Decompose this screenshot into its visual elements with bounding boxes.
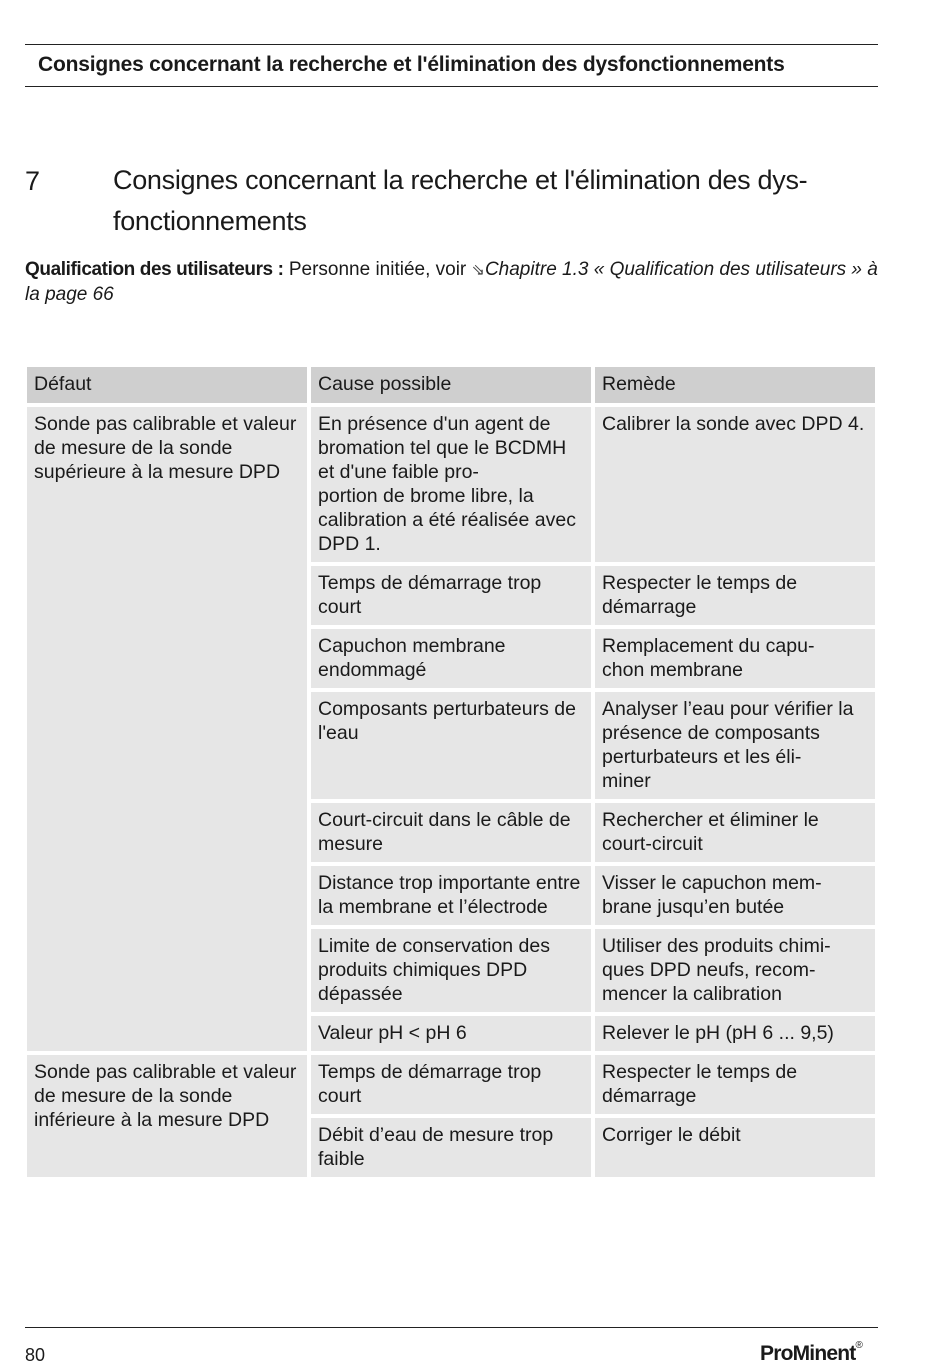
page-number: 80 <box>25 1345 46 1365</box>
qualification-text: Personne initiée, voir <box>283 259 472 280</box>
remedy-cell: Respecter le temps de démarrage <box>595 566 875 625</box>
running-header-text: Consignes concernant la recherche et l'élimination des dysfonctionnements <box>38 53 785 76</box>
qualification-paragraph <box>25 258 885 307</box>
remedy-cell: Calibrer la sonde avec DPD 4. <box>595 407 875 562</box>
remedy-cell: Utiliser des produits chimi- ques DPD neufs, recom- mencer la calibration <box>595 929 875 1012</box>
chapter-number: 7 <box>25 166 41 196</box>
cause-cell: Capuchon membrane endommagé <box>311 629 591 688</box>
defect-cell: Sonde pas calibrable et valeur de mesure de la sonde supérieure à la mesure DPD <box>27 407 307 1051</box>
remedy-cell: Remplacement du capu- chon membrane <box>595 629 875 688</box>
chapter-title: Consignes concernant la recherche et l'élimination des dys- fonctionnements <box>113 165 808 236</box>
cause-cell: Limite de conservation des produits chimiques DPD dépassée <box>311 929 591 1012</box>
logo-text: ProMinent <box>760 1342 856 1365</box>
column-header-remedy: Remède <box>595 367 875 403</box>
cause-cell: Court-circuit dans le câble de mesure <box>311 803 591 862</box>
remedy-cell: Analyser l’eau pour vérifier la présence de composants perturbateurs et les éli- miner <box>595 692 875 799</box>
defect-cell: Sonde pas calibrable et valeur de mesure de la sonde inférieure à la mesure DPD <box>27 1055 307 1177</box>
cause-cell: Temps de démarrage trop court <box>311 1055 591 1114</box>
table-row <box>27 1055 875 1114</box>
reference-arrow-icon: ⇘ <box>471 262 485 279</box>
cause-cell: Débit d’eau de mesure trop faible <box>311 1118 591 1177</box>
table-row <box>27 407 875 562</box>
column-header-cause: Cause possible <box>311 367 591 403</box>
remedy-cell: Rechercher et éliminer le court-circuit <box>595 803 875 862</box>
troubleshooting-table <box>25 365 878 1181</box>
remedy-cell: Corriger le débit <box>595 1118 875 1177</box>
cause-cell: Distance trop importante entre la membrane et l’électrode <box>311 866 591 925</box>
remedy-cell: Relever le pH (pH 6 ... 9,5) <box>595 1016 875 1051</box>
cause-cell: Composants perturbateurs de l'eau <box>311 692 591 799</box>
cause-cell: Temps de démarrage trop court <box>311 566 591 625</box>
qualification-label: Qualification des utilisateurs : <box>25 259 284 280</box>
column-header-defect: Défaut <box>27 367 307 403</box>
footer-divider <box>25 1327 878 1328</box>
table-header-row <box>27 367 875 403</box>
remedy-cell: Visser le capuchon mem- brane jusqu’en butée <box>595 866 875 925</box>
prominent-logo <box>760 1342 862 1366</box>
cause-cell: En présence d'un agent de bromation tel que le BCDMH et d'une faible pro- portion de brome libre, la calibration a été réalisée avec DPD 1. <box>311 407 591 562</box>
remedy-cell: Respecter le temps de démarrage <box>595 1055 875 1114</box>
chapter-reference-link[interactable]: Chapitre 1.3 « Qualification des utilisateurs » à la page 66 <box>25 259 878 305</box>
running-header <box>25 44 878 87</box>
cause-cell: Valeur pH < pH 6 <box>311 1016 591 1051</box>
registered-mark: ® <box>855 1340 863 1351</box>
